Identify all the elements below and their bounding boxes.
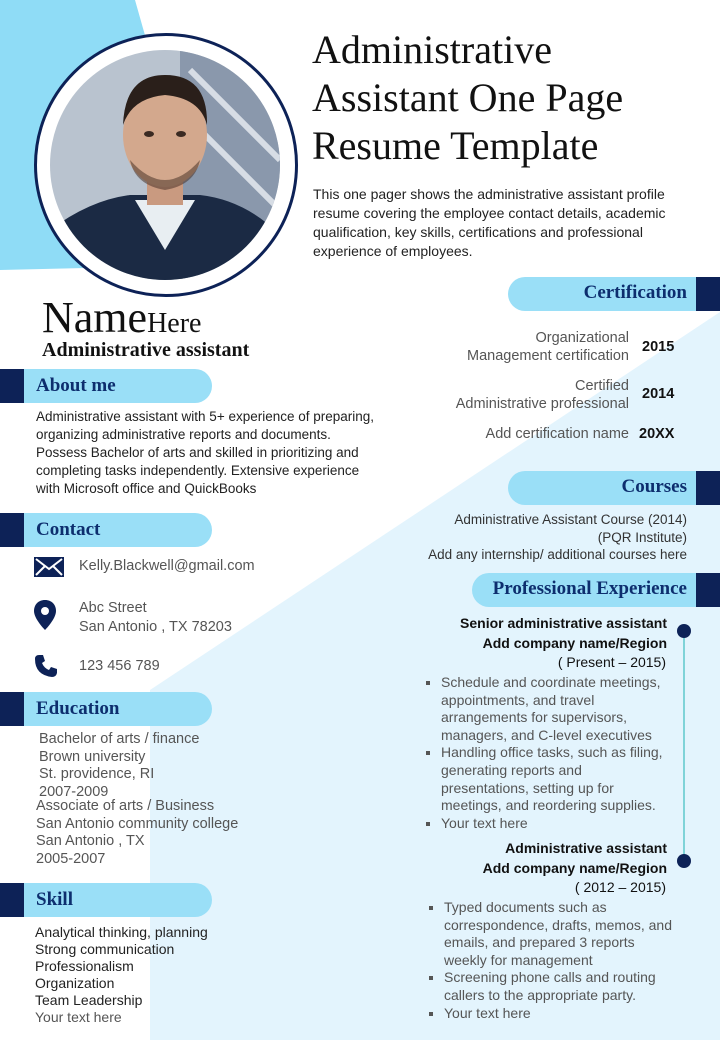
title-line-1: Administrative bbox=[312, 27, 552, 72]
education-1-location: St. providence, RI bbox=[39, 766, 155, 782]
name-block bbox=[42, 292, 201, 343]
job-2-title: Administrative assistant bbox=[505, 840, 667, 856]
cert-2-year: 2014 bbox=[642, 386, 675, 402]
courses-heading bbox=[508, 471, 720, 505]
phone-icon bbox=[34, 654, 58, 683]
cert-3-name: Add certification name bbox=[485, 426, 629, 442]
job-2-bullets bbox=[424, 899, 674, 1022]
list-item: ▪ Schedule and coordinate meetings, appointments, and travel arrangements for supervisors, managers, and C-level executives bbox=[441, 674, 673, 744]
education-2-location: San Antonio , TX bbox=[36, 833, 145, 849]
skill-item: Team Leadership bbox=[35, 992, 143, 1008]
contact-phone[interactable]: 123 456 789 bbox=[79, 658, 160, 674]
job-2-period: ( 2012 – 2015) bbox=[574, 879, 666, 895]
timeline-line bbox=[683, 630, 685, 860]
list-item: ▪ Handling office tasks, such as filing, generating reports and presentations, setting up for meetings, and reordering supplies. bbox=[441, 744, 673, 814]
skill-heading bbox=[0, 883, 212, 917]
contact-heading-label: Contact bbox=[36, 519, 101, 540]
address-line-2: San Antonio , TX 78203 bbox=[79, 619, 232, 635]
job-1-header bbox=[347, 613, 667, 653]
education-1-school: Brown university bbox=[39, 748, 146, 765]
cert-1-name bbox=[329, 329, 629, 365]
address-line-1: Abc Street bbox=[79, 600, 147, 616]
job-2-company: Add company name/Region bbox=[482, 860, 667, 876]
skill-list bbox=[35, 924, 208, 1026]
skill-item: Analytical thinking, planning bbox=[35, 924, 208, 940]
job-1-company: Add company name/Region bbox=[482, 635, 667, 651]
course-line-2: (PQR Institute) bbox=[597, 529, 687, 545]
name-small: Here bbox=[147, 308, 202, 339]
contact-email[interactable]: Kelly.Blackwell@gmail.com bbox=[79, 558, 255, 574]
title-line-3: Resume Template bbox=[312, 123, 599, 168]
list-item: ▪ Your text here bbox=[441, 815, 673, 833]
education-entry-1 bbox=[39, 731, 199, 801]
job-1-period: ( Present – 2015) bbox=[557, 654, 666, 670]
certification-heading bbox=[508, 277, 720, 311]
course-line-3: Add any internship/ additional courses here bbox=[428, 547, 687, 562]
certification-heading-label: Certification bbox=[583, 282, 687, 303]
experience-heading bbox=[472, 573, 720, 607]
list-item: ▪ Screening phone calls and routing callers to the appropriate party. bbox=[444, 969, 674, 1004]
education-2-school: San Antonio community college bbox=[36, 815, 239, 832]
education-heading-label: Education bbox=[36, 698, 120, 719]
about-heading-label: About me bbox=[36, 375, 116, 396]
job-1-bullets bbox=[421, 674, 673, 832]
course-line-1: Administrative Assistant Course (2014) bbox=[454, 512, 687, 527]
page-title bbox=[312, 26, 712, 170]
experience-heading-label: Professional Experience bbox=[492, 578, 687, 599]
timeline-dot bbox=[677, 854, 691, 868]
education-1-years: 2007-2009 bbox=[39, 783, 109, 800]
job-2-header bbox=[347, 838, 667, 878]
profile-photo bbox=[50, 50, 280, 280]
cert-1-name-line-1: Organizational bbox=[535, 330, 629, 346]
education-entry-2 bbox=[36, 798, 238, 868]
cert-3-year: 20XX bbox=[639, 426, 675, 442]
cert-1-year: 2015 bbox=[642, 339, 675, 355]
job-1-title: Senior administrative assistant bbox=[460, 615, 667, 631]
name-large: Name bbox=[42, 293, 148, 342]
skill-item: Professionalism bbox=[35, 958, 134, 974]
courses-heading-label: Courses bbox=[621, 476, 687, 497]
timeline-dot bbox=[677, 624, 691, 638]
list-item: ▪ Your text here bbox=[444, 1005, 674, 1023]
courses-text bbox=[367, 511, 687, 564]
location-pin-icon bbox=[34, 600, 56, 635]
about-heading bbox=[0, 369, 212, 403]
mail-icon bbox=[34, 557, 64, 582]
skill-item: Strong communication bbox=[35, 941, 175, 957]
cert-2-name-line-1: Certified bbox=[575, 378, 629, 394]
education-2-degree: Associate of arts / Business bbox=[36, 798, 215, 814]
education-2-years: 2005-2007 bbox=[36, 850, 106, 867]
title-line-2: Assistant One Page bbox=[312, 75, 624, 120]
job-title: Administrative assistant bbox=[42, 339, 250, 361]
skill-heading-label: Skill bbox=[36, 889, 73, 910]
cert-2-name bbox=[329, 377, 629, 413]
education-1-degree: Bachelor of arts / finance bbox=[39, 731, 200, 747]
contact-heading bbox=[0, 513, 212, 547]
cert-1-name-line-2: Management certification bbox=[467, 348, 629, 364]
skill-item: Organization bbox=[35, 975, 115, 991]
about-text: Administrative assistant with 5+ experience of preparing, organizing administrative reports and documents. Possess Bachelor of arts and skilled in prioritizing and completing tasks independently. Extensive experience with Microsoft office and QuickBooks bbox=[36, 409, 375, 496]
cert-2-name-line-2: Administrative professional bbox=[455, 396, 629, 412]
education-heading bbox=[0, 692, 212, 726]
list-item: ▪ Typed documents such as correspondence, drafts, memos, and emails, and prepared 3 reports weekly for management bbox=[444, 899, 674, 969]
page-description: This one pager shows the administrative assistant profile resume covering the employee contact details, academic qualification, key skills, certifications and professional experience of employees. bbox=[313, 186, 666, 259]
contact-address bbox=[79, 599, 232, 637]
skill-item: Your text here bbox=[35, 1009, 122, 1025]
